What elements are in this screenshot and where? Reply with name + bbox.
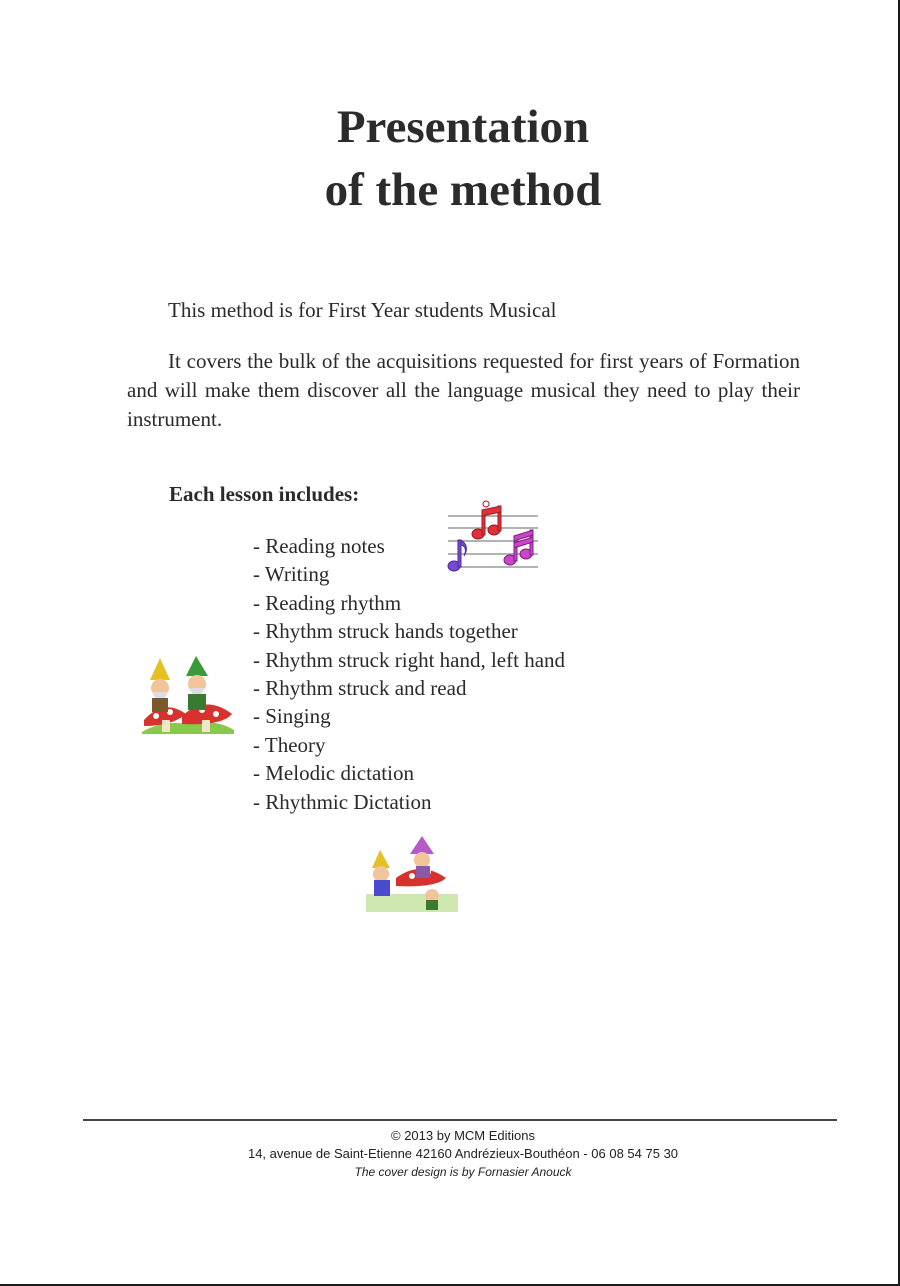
title-line-1: Presentation: [336, 101, 590, 153]
page-title: [0, 96, 900, 222]
lesson-item: - Melodic dictation: [253, 761, 414, 786]
lesson-item: - Theory: [253, 732, 326, 757]
title-line-2: of the method: [324, 164, 602, 216]
footer-address: 14, avenue de Saint-Etienne 42160 Andrézieux-Bouthéon - 06 08 54 75 30: [247, 1146, 679, 1161]
footer-credit: The cover design is by Fornasier Anouck: [354, 1165, 572, 1179]
music-notes-icon: [446, 500, 542, 578]
lesson-item: - Rhythm struck and read: [253, 676, 467, 701]
lesson-item: - Rhythm struck hands together: [253, 619, 518, 644]
footer-copyright: © 2013 by MCM Editions: [391, 1128, 535, 1143]
gnomes-group-icon: [366, 836, 458, 912]
description-paragraph: It covers the bulk of the acquisitions requested for first years of Formation and will make them discover all the language musical they need to play their instrument.: [127, 349, 800, 431]
lesson-item: - Writing: [253, 562, 330, 587]
lesson-item: - Reading rhythm: [253, 590, 402, 615]
lesson-item: - Singing: [253, 704, 331, 729]
lesson-item: - Rhythm struck right hand, left hand: [253, 647, 566, 672]
gnomes-on-mushrooms-icon: [142, 654, 234, 734]
lesson-item: - Rhythmic Dictation: [253, 789, 432, 814]
footer-divider: [83, 1119, 837, 1121]
lesson-item: - Reading notes: [253, 534, 385, 558]
lesson-heading: Each lesson includes:: [169, 482, 360, 506]
intro-text: This method is for First Year students Musical: [168, 298, 557, 322]
